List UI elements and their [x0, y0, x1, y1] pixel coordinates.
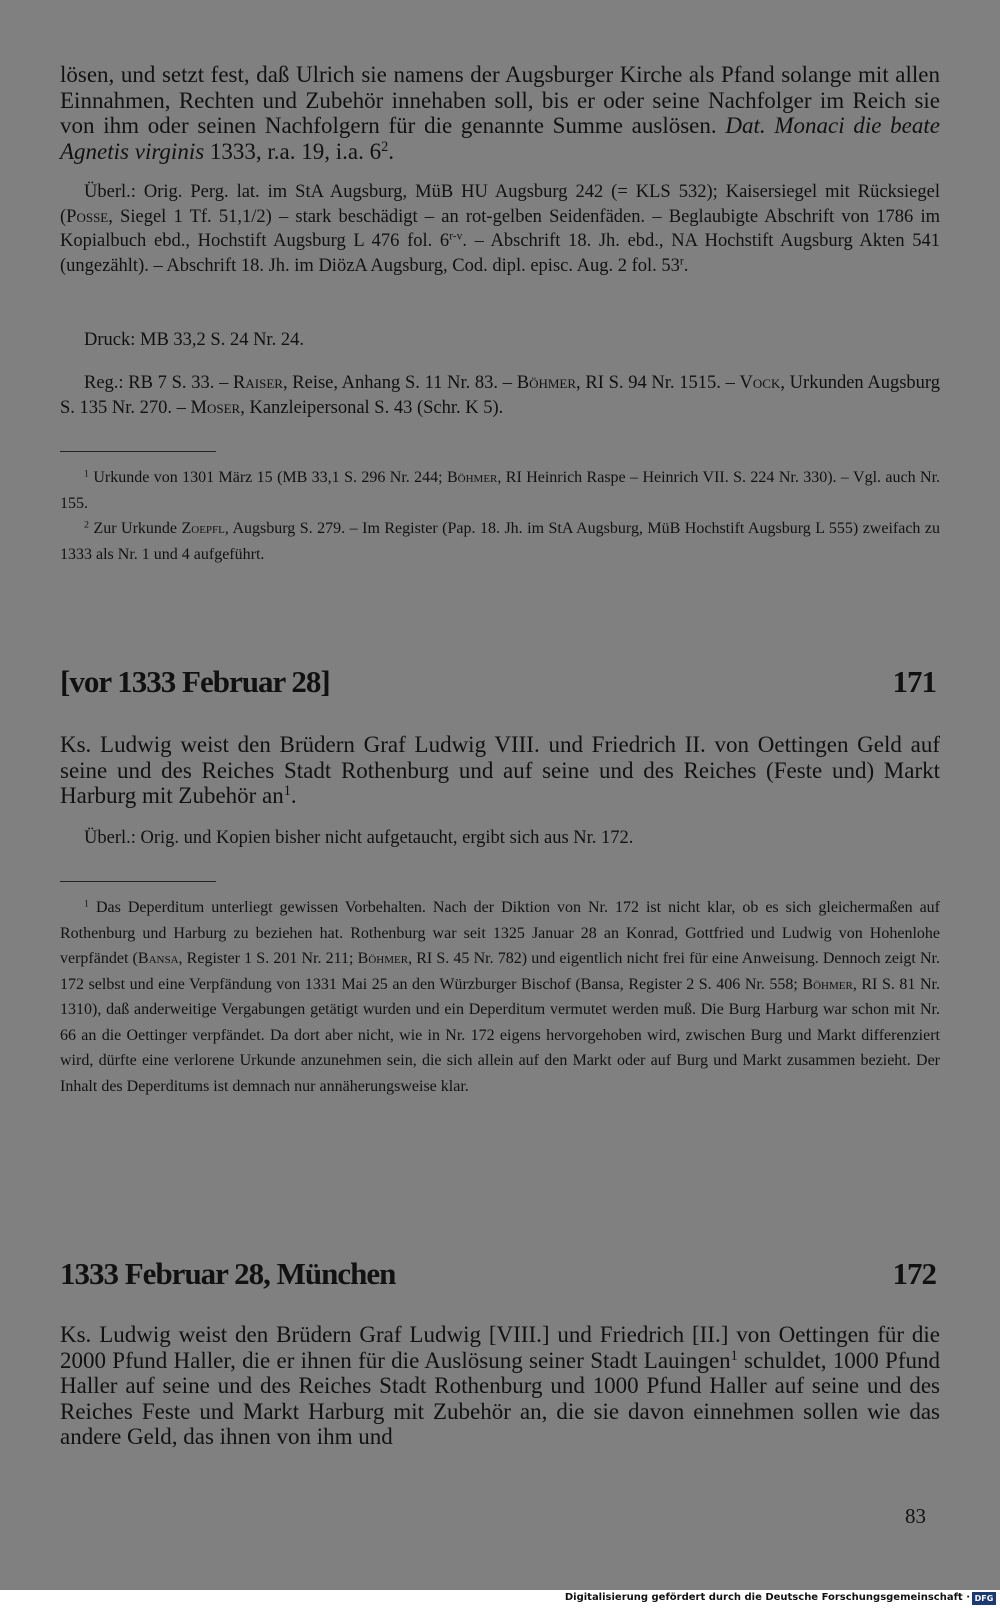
doc170-text: lösen, und setzt fest, daß Ulrich sie namens der Augsburger Kirche als Pfand solange mit allen Einnahmen, Rechten und Zubehör innehaben soll, bis er oder seine Nachfolger im Reich sie von ihm oder seinen Nachfolgern für die genannte Summe auslösen. Dat. Monaci die beate Agnetis virginis 1333, r.a. 19, i.a. $6^2$.: [60, 62, 940, 164]
doc170-footnote-1: $^1$ Urkunde von 1301 März 15 (MB 33,1 S. 296 Nr. 244; Böhmer, RI Heinrich Raspe – Heinrich VII. S. 224 Nr. 330). – Vgl. auch Nr. 155.: [60, 468, 941, 512]
doc172-date: 1333 Februar 28, München: [60, 1256, 396, 1291]
doc172-number: 172: [892, 1256, 936, 1291]
doc171-heading: [60, 664, 936, 700]
footnote-rule: [60, 881, 216, 882]
footer: [0, 1590, 1000, 1608]
doc172-text: Ks. Ludwig weist den Brüdern Graf Ludwig [VIII.] und Friedrich [II.] von Oettingen für die 2000 Pfund Haller, die er ihnen für die Auslösung seiner Stadt Lauingen$^1$ schuldet, 1000 Pfund Haller auf seine und des Reiches Stadt Rothenburg und 1000 Pfund Haller auf seine und des Reiches Feste und Markt Harburg mit Zubehör an, die sie davon einnehmen sollen wie das andere Geld, das ihnen von ihm und: [60, 1322, 940, 1449]
doc170-druck: Druck: MB 33,2 S. 24 Nr. 24.: [84, 330, 304, 350]
footnote-ref[interactable]: 1: [730, 1347, 738, 1364]
doc170-regesten: Reg.: RB 7 S. 33. – Raiser, Reise, Anhang S. 11 Nr. 83. – Böhmer, RI S. 94 Nr. 1515. – Vock, Urkunden Augsburg S. 135 Nr. 270. – Moser, Kanzleipersonal S. 43 (Schr. K 5).: [60, 373, 940, 418]
footnote-ref[interactable]: 2: [381, 138, 389, 155]
doc171-footnote-1: $^1$ Das Deperditum unterliegt gewissen Vorbehalten. Nach der Diktion von Nr. 172 ist nicht klar, ob es sich gleichermaßen auf Rothenburg und Harburg zu beziehen hat. Rothenburg war seit 1325 Januar 28 an Konrad, Gottfried und Ludwig von Hohenlohe verpfändet (Bansa, Register 1 S. 201 Nr. 211; Böhmer, RI S. 45 Nr. 782) und eigentlich nicht frei für eine Anweisung. Dennoch zeigt Nr. 172 selbst und eine Verpfändung von 1331 Mai 25 an den Würzburger Bischof (Bansa, Register 2 S. 406 Nr. 558; Böhmer, RI S. 81 Nr. 1310), daß anderweitige Vergabungen getätigt wurden und ein Deperditum vermutet werden muß. Die Burg Harburg war schon mit Nr. 66 an die Oettinger verpfändet. Da dort aber nicht, wie in Nr. 172 eigens hervorgehoben wird, zwischen Burg und Markt differenziert wird, dürfte eine verlorene Urkunde anzunehmen sein, die sich allein auf den Markt oder auf Burg und Markt zusammen bezieht. Der Inhalt des Deperditums ist demnach nur annäherungsweise klar.: [60, 898, 941, 1095]
dfg-logo-icon[interactable]: DFG: [972, 1592, 996, 1605]
footnote-rule: [60, 451, 216, 452]
doc171-number: 171: [892, 664, 936, 699]
doc170-ueberlieferung: Überl.: Orig. Perg. lat. im StA Augsburg, MüB HU Augsburg 242 (= KLS 532); Kaisersiegel mit Rücksiegel (Posse, Siegel 1 Tf. 51,1/2) – stark beschädigt – an rot-gelben Seidenfäden. – Beglaubigte Abschrift von 1786 im Kopialbuch ebd., Hochstift Augsburg L 476 fol. 6$^{r-v}$. – Abschrift 18. Jh. ebd., NA Hochstift Augsburg Akten 541 (ungezählt). – Abschrift 18. Jh. im DiözA Augsburg, Cod. dipl. episc. Aug. 2 fol. 53$^r$.: [60, 182, 940, 276]
dfg-credit[interactable]: Digitalisierung gefördert durch die Deutsche Forschungsgemeinschaft ·: [564, 1592, 970, 1603]
doc171-date: [vor 1333 Februar 28]: [60, 664, 330, 699]
doc170-footnote-2: $^2$ Zur Urkunde Zoepfl, Augsburg S. 279. – Im Register (Pap. 18. Jh. im StA Augsburg, MüB Hochstift Augsburg L 555) zweifach zu 1333 als Nr. 1 und 4 aufgeführt.: [60, 519, 940, 563]
doc172-heading: [60, 1256, 936, 1292]
footnote-ref[interactable]: 1: [283, 783, 291, 800]
doc171-ueberlieferung: Überl.: Orig. und Kopien bisher nicht aufgetaucht, ergibt sich aus Nr. 172.: [84, 828, 634, 848]
doc171-text: Ks. Ludwig weist den Brüdern Graf Ludwig VIII. und Friedrich II. von Oettingen Geld auf seine und des Reiches Stadt Rothenburg und auf seine und des Reiches (Feste und) Markt Harburg mit Zubehör $an^1$.: [60, 732, 940, 808]
page-number: 83: [905, 1504, 926, 1528]
